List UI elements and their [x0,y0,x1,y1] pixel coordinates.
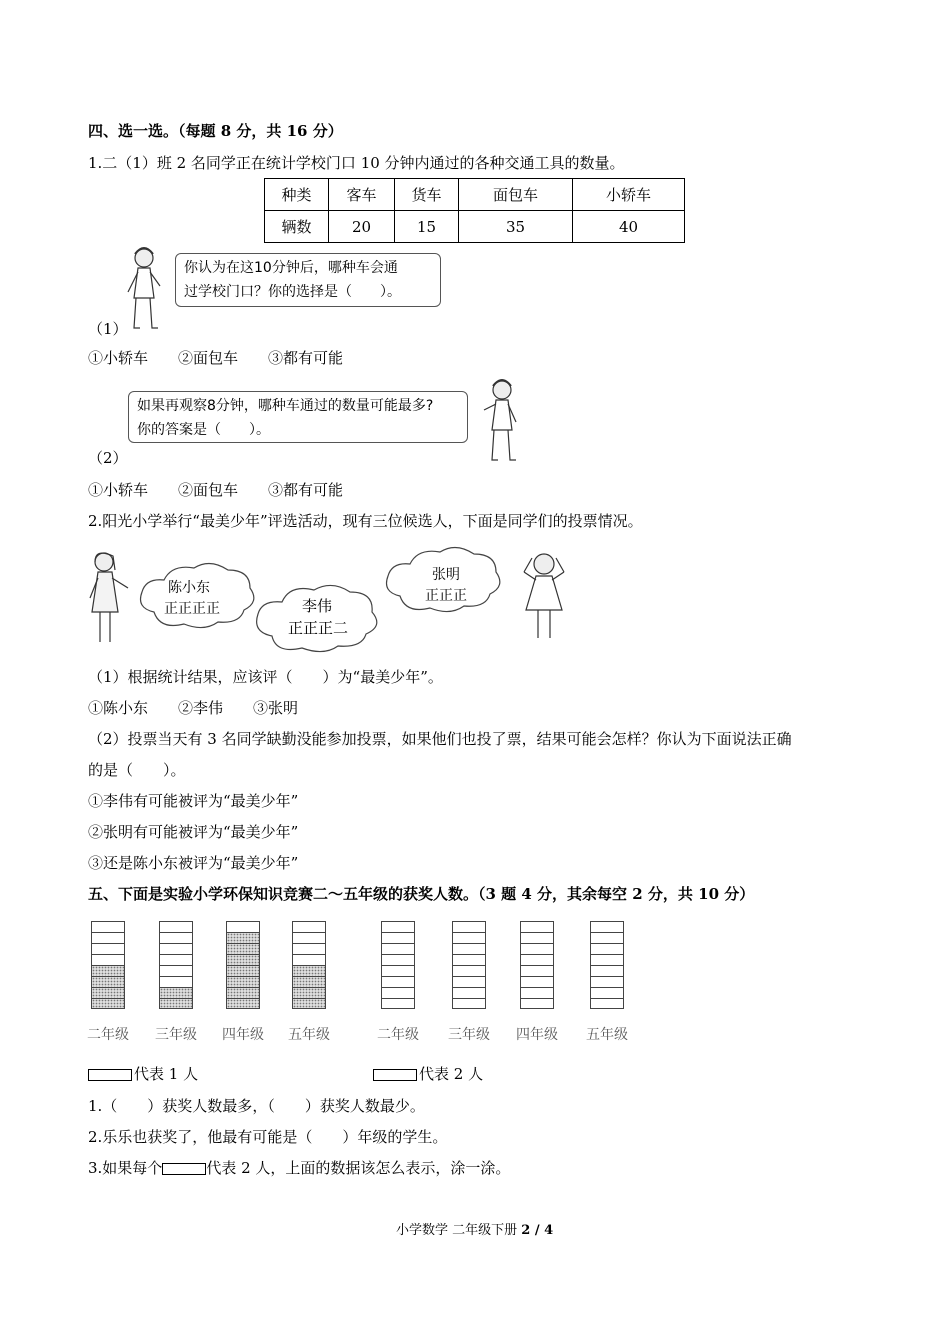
speech-bubble-1 [175,253,441,307]
bar-cell [92,987,124,998]
girl-figure-icon [516,548,572,646]
legend-cell-icon [162,1163,206,1175]
bar-cell [92,998,124,1009]
bubble-line: 如果再观察8分钟，哪种车通过的数量可能最多? [137,398,434,414]
bar-cell [453,965,485,976]
bar-cell [521,943,553,954]
bar-cell [382,932,414,943]
bar-cell [591,921,623,932]
bar-cell [382,943,414,954]
q2-sub2-opt2: ②张明有可能被评为“最美少年” [88,823,299,841]
bar-cell [591,965,623,976]
q2-sub2-opt3: ③还是陈小东被评为“最美少年” [88,854,299,872]
bar-left-2 [159,921,193,1009]
bar-cell [227,965,259,976]
bar-cell [293,976,325,987]
bar-cell [92,943,124,954]
table-cell: 35 [459,211,573,243]
bar-cell [293,932,325,943]
bar-cell [521,954,553,965]
q3-text-a: 3.如果每个 [88,1159,163,1177]
legend-cell-icon [373,1069,417,1081]
grade-label: 二年级 [377,1027,419,1043]
candidate-name: 李伟 [302,597,333,615]
section5-q2: 2.乐乐也获奖了，他最有可能是（ ）年级的学生。 [88,1128,448,1146]
girl-figure-icon [84,548,140,648]
section5-q1: 1.（ ）获奖人数最多，（ ）获奖人数最少。 [88,1097,425,1115]
grade-label: 三年级 [155,1027,197,1043]
bar-cell [160,987,192,998]
table-cell: 种类 [265,179,329,211]
legend-right [373,1063,483,1084]
q2-sub1: （1）根据统计结果，应该评（ ）为“最美少年”。 [88,668,443,686]
table-cell: 小轿车 [573,179,685,211]
bubble-line: 你认为在这10分钟后，哪种车会通 [184,260,398,276]
section4-heading: 四、选一选。（每题 8 分，共 16 分） [88,122,343,140]
bar-cell [591,932,623,943]
bar-cell [591,976,623,987]
sub2-label: （2） [88,449,128,467]
table-cell: 20 [329,211,395,243]
bar-cell [293,954,325,965]
q2-sub2-line1: （2）投票当天有 3 名同学缺勤没能参加投票，如果他们也投了票，结果可能会怎样？你认为下面说法正确 [88,730,792,748]
table-cell: 15 [395,211,459,243]
sub2-options: ①小轿车 ②面包车 ③都有可能 [88,481,344,499]
q2-sub1-options: ①陈小东 ②李伟 ③张明 [88,699,299,717]
q2-sub2-line2: 的是（ ）。 [88,761,186,779]
bubble-line: 你的答案是（ ）。 [137,422,270,438]
bar-cell [160,965,192,976]
bar-cell [382,998,414,1009]
bar-cell [591,954,623,965]
table-row [265,211,685,243]
sub1-options: ①小轿车 ②面包车 ③都有可能 [88,349,344,367]
bar-cell [453,921,485,932]
grade-label: 四年级 [516,1027,558,1043]
table-cell: 面包车 [459,179,573,211]
bar-cell [293,943,325,954]
vehicle-table [264,178,685,243]
bar-cell [160,954,192,965]
section5-heading: 五、下面是实验小学环保知识竞赛二～五年级的获奖人数。（3 题 4 分，其余每空 2 分，共 10 分） [88,885,755,903]
bubble-line: 过学校门口？你的选择是（ ）。 [184,284,401,300]
q2-sub2-opt1: ①李伟有可能被评为“最美少年” [88,792,299,810]
bar-cell [92,976,124,987]
bar-cell [92,932,124,943]
bar-cell [591,943,623,954]
bar-left-1 [91,921,125,1009]
footer-subject: 小学数学 二年级下册 [396,1223,518,1238]
bar-cell [160,932,192,943]
bar-cell [453,976,485,987]
sub1-label: （1） [88,320,128,338]
legend-left [88,1063,198,1084]
bar-cell [92,954,124,965]
bar-cell [227,987,259,998]
grade-label: 二年级 [87,1027,129,1043]
bar-cell [453,998,485,1009]
bar-cell [382,987,414,998]
q1-text: 1.二（1）班 2 名同学正在统计学校门口 10 分钟内通过的各种交通工具的数量。 [88,154,625,172]
bar-right-1 [381,921,415,1009]
bar-cell [591,998,623,1009]
table-cell: 辆数 [265,211,329,243]
candidate-tally: 正正正 [425,588,467,604]
table-cell: 客车 [329,179,395,211]
bar-cell [293,965,325,976]
bar-cell [293,987,325,998]
candidate-name: 张明 [432,567,460,583]
bar-cell [382,921,414,932]
bar-cell [521,976,553,987]
candidate-tally: 正正正二 [288,619,349,637]
bar-right-4 [590,921,624,1009]
table-cell: 40 [573,211,685,243]
bar-cell [453,932,485,943]
bar-cell [521,965,553,976]
bar-cell [227,921,259,932]
grade-label: 四年级 [222,1027,264,1043]
speech-bubble-2 [128,391,468,443]
grade-label: 五年级 [288,1027,330,1043]
bar-cell [521,998,553,1009]
bar-cell [293,998,325,1009]
candidate-name: 陈小东 [168,580,210,596]
bar-cell [382,976,414,987]
candidate-tally: 正正正正 [164,601,220,617]
grade-label: 五年级 [586,1027,628,1043]
grade-label: 三年级 [448,1027,490,1043]
footer [396,1219,553,1238]
legend-left-label: 代表 1 人 [134,1065,199,1083]
bar-cell [160,943,192,954]
bar-cell [293,921,325,932]
bar-cell [453,987,485,998]
bar-cell [160,998,192,1009]
bar-cell [382,954,414,965]
bar-cell [160,976,192,987]
table-row [265,179,685,211]
bar-right-2 [452,921,486,1009]
bar-cell [160,921,192,932]
q3-text-b: 代表 2 人，上面的数据该怎么表示，涂一涂。 [206,1159,511,1177]
bar-cell [521,987,553,998]
bar-cell [227,943,259,954]
bar-left-3 [226,921,260,1009]
bar-cell [382,965,414,976]
legend-cell-icon [88,1069,132,1081]
bar-cell [591,987,623,998]
bar-cell [92,965,124,976]
table-cell: 货车 [395,179,459,211]
page-number: 2 / 4 [521,1223,554,1238]
bar-cell [92,921,124,932]
q2-text: 2.阳光小学举行“最美少年”评选活动，现有三位候选人，下面是同学们的投票情况。 [88,512,643,530]
bar-cell [453,943,485,954]
bar-cell [453,954,485,965]
bar-cell [521,932,553,943]
bar-cell [227,932,259,943]
bar-cell [227,954,259,965]
section5-q3 [88,1157,510,1178]
bar-right-3 [520,921,554,1009]
bar-cell [227,976,259,987]
legend-right-label: 代表 2 人 [419,1065,484,1083]
bar-cell [227,998,259,1009]
boy-figure-icon [474,376,526,466]
bar-left-4 [292,921,326,1009]
bar-cell [521,921,553,932]
